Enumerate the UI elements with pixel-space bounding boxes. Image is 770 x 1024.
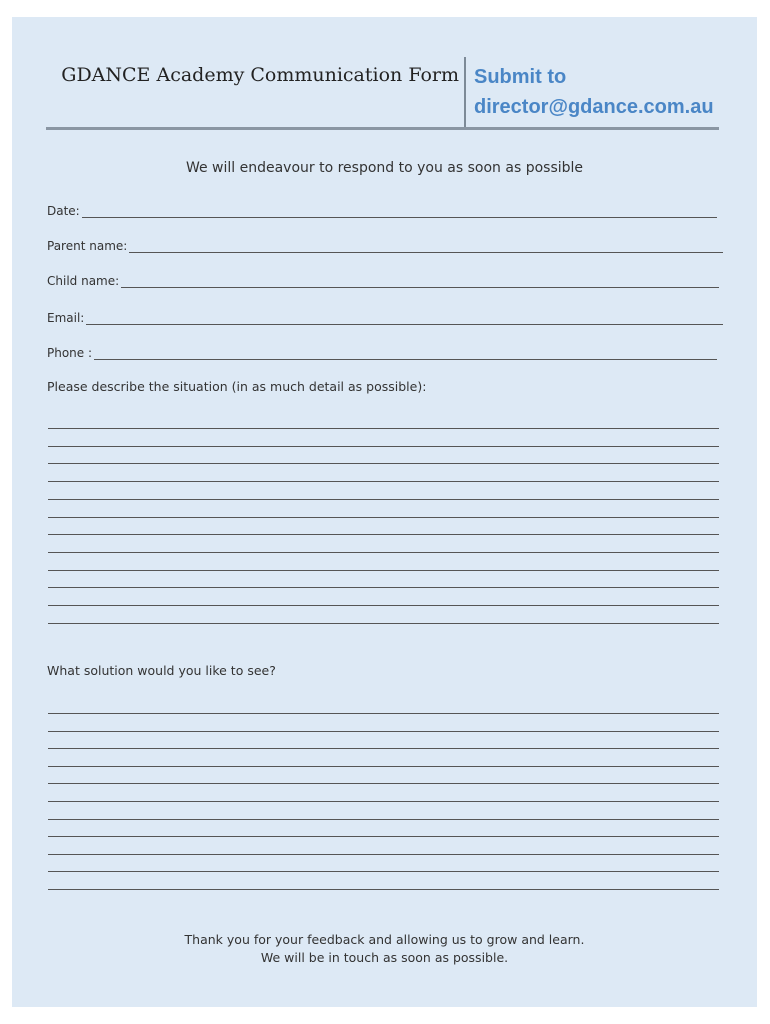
form-title: GDANCE Academy Communication Form — [61, 64, 459, 86]
situation-question: Please describe the situation (in as much detail as possible): — [47, 379, 427, 394]
email-label: Email: — [47, 311, 85, 325]
form-header — [46, 57, 719, 129]
header-rule — [46, 127, 719, 130]
situation-answer-line[interactable] — [48, 605, 719, 606]
phone-label: Phone : — [47, 346, 93, 360]
date-field[interactable] — [47, 200, 717, 218]
form-footer — [12, 931, 757, 967]
situation-answer-line[interactable] — [48, 499, 719, 500]
date-input-line[interactable] — [82, 205, 717, 218]
situation-answer-line[interactable] — [48, 463, 719, 464]
situation-answer-line[interactable] — [48, 446, 719, 447]
solution-answer-line[interactable] — [48, 871, 719, 872]
email-input-line[interactable] — [86, 312, 723, 325]
child-name-input-line[interactable] — [121, 275, 719, 288]
email-field[interactable] — [47, 307, 723, 325]
phone-input-line[interactable] — [94, 347, 717, 360]
situation-answer-line[interactable] — [48, 587, 719, 588]
situation-answer-line[interactable] — [48, 534, 719, 535]
situation-answer-line[interactable] — [48, 623, 719, 624]
solution-answer-line[interactable] — [48, 819, 719, 820]
submit-instructions — [474, 62, 714, 122]
parent-name-input-line[interactable] — [129, 240, 723, 253]
situation-answer-line[interactable] — [48, 570, 719, 571]
solution-answer-line[interactable] — [48, 854, 719, 855]
solution-answer-line[interactable] — [48, 889, 719, 890]
solution-answer-line[interactable] — [48, 731, 719, 732]
solution-question: What solution would you like to see? — [47, 663, 276, 678]
solution-answer-line[interactable] — [48, 766, 719, 767]
parent-name-label: Parent name: — [47, 239, 128, 253]
situation-answer-line[interactable] — [48, 517, 719, 518]
situation-answer-line[interactable] — [48, 552, 719, 553]
footer-contact-note: We will be in touch as soon as possible. — [260, 950, 509, 965]
solution-answer-line[interactable] — [48, 713, 719, 714]
header-divider — [464, 57, 466, 129]
situation-answer-line[interactable] — [48, 428, 719, 429]
submit-email: director@gdance.com.au — [474, 96, 714, 118]
form-subtitle: We will endeavour to respond to you as soon as possible — [185, 160, 584, 176]
solution-answer-line[interactable] — [48, 836, 719, 837]
submit-label: Submit to — [474, 66, 567, 88]
situation-answer-line[interactable] — [48, 481, 719, 482]
solution-answer-line[interactable] — [48, 783, 719, 784]
form-page — [12, 17, 757, 1007]
child-name-field[interactable] — [47, 270, 719, 288]
solution-answer-line[interactable] — [48, 801, 719, 802]
date-label: Date: — [47, 204, 80, 218]
phone-field[interactable] — [47, 342, 717, 360]
solution-answer-line[interactable] — [48, 748, 719, 749]
footer-thanks: Thank you for your feedback and allowing us to grow and learn. — [184, 932, 585, 947]
parent-name-field[interactable] — [47, 235, 723, 253]
child-name-label: Child name: — [47, 274, 120, 288]
